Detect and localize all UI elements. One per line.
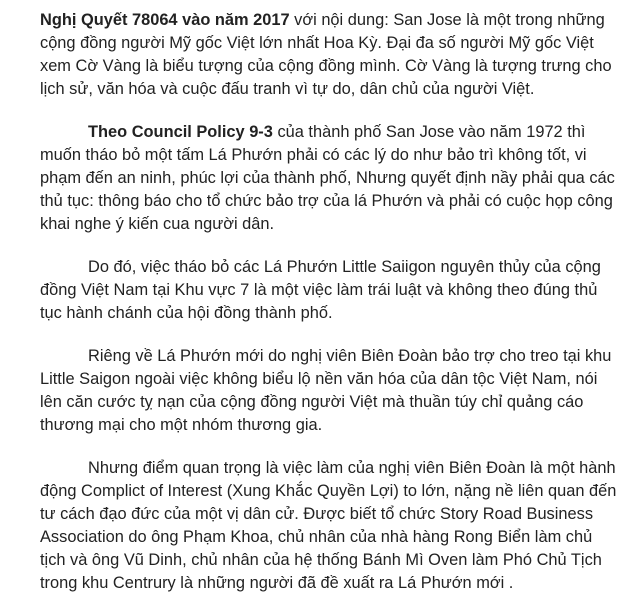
paragraph-line — [40, 121, 615, 144]
paragraph-resolution — [40, 9, 615, 101]
paragraph-line: phạm đến an ninh, phúc lợi của thành phố, Nhưng quyết định nầy phải qua các — [40, 169, 615, 187]
paragraph-line: trong khu Centrury là những người đã đề xuất ra Lá Phướn mới . — [40, 574, 514, 592]
document-body — [40, 0, 615, 615]
paragraph-line: lịch sử, văn hóa và cuộc đấu tranh vì tự do, dân chủ của người Việt. — [40, 80, 535, 98]
paragraph-line: thương mại cho một nhóm thương gia. — [40, 416, 323, 434]
resolution-heading: Nghị Quyết 78064 vào năm 2017 — [40, 11, 290, 29]
paragraph-new-banner — [40, 345, 615, 437]
paragraph-conclusion — [40, 256, 615, 325]
paragraph-line: tục hành chánh của hội đồng thành phố. — [40, 304, 333, 322]
council-policy-heading: Theo Council Policy 9-3 — [88, 123, 273, 141]
paragraph-conflict-of-interest — [40, 457, 615, 595]
paragraph-line: cộng đồng người Mỹ gốc Việt lớn nhất Hoa Kỳ. Đại đa số người Mỹ gốc Việt — [40, 34, 594, 52]
paragraph-line: khai nghe ý kiến cua người dân. — [40, 215, 275, 233]
paragraph-line: tịch và ông Vũ Dinh, chủ nhân của hệ thống Bánh Mì Oven làm Phó Chủ Tịch — [40, 551, 602, 569]
line-text: của thành phố San Jose vào năm 1972 thì — [272, 123, 586, 141]
paragraph-line: lên căn cước tỵ nạn của cộng đồng người Việt mà thuần túy chỉ quảng cáo — [40, 393, 584, 411]
paragraph-line: thủ tục: thông báo cho tổ chức bảo trợ của lá Phướn và phải có cuộc họp công — [40, 192, 613, 210]
paragraph-line: động Complict of Interest (Xung Khắc Quyền Lợi) to lớn, nặng nề liên quan đến — [40, 482, 617, 500]
paragraph-line — [40, 9, 615, 32]
paragraph-council-policy — [40, 121, 615, 236]
paragraph-line: Little Saigon ngoài việc không biểu lộ nền văn hóa của dân tộc Việt Nam, nói — [40, 370, 598, 388]
paragraph-line: Nhưng điểm quan trọng là việc làm của nghị viên Biên Đoàn là một hành — [88, 459, 616, 477]
paragraph-line: Riêng về Lá Phướn mới do nghị viên Biên Đoàn bảo trợ cho treo tại khu — [88, 347, 612, 365]
paragraph-line: Association do ông Phạm Khoa, chủ nhân của nhà hàng Rong Biển làm chủ — [40, 528, 593, 546]
paragraph-line: tư cách đạo đức của một vị dân cử. Được biết tổ chức Story Road Business — [40, 505, 594, 523]
paragraph-line: Do đó, việc tháo bỏ các Lá Phướn Little Saiigon nguyên thủy của cộng — [88, 258, 601, 276]
paragraph-line: muốn tháo bỏ một tấm Lá Phướn phải có các lý do như bảo trì không tốt, vi — [40, 146, 587, 164]
paragraph-line: xem Cờ Vàng là biểu tượng của cộng đồng mình. Cờ Vàng là tượng trưng cho — [40, 57, 612, 75]
paragraph-line: đồng Việt Nam tại Khu vực 7 là một việc làm trái luật và không theo đúng thủ — [40, 281, 598, 299]
line-text: với nội dung: San Jose là một trong những — [289, 11, 605, 29]
